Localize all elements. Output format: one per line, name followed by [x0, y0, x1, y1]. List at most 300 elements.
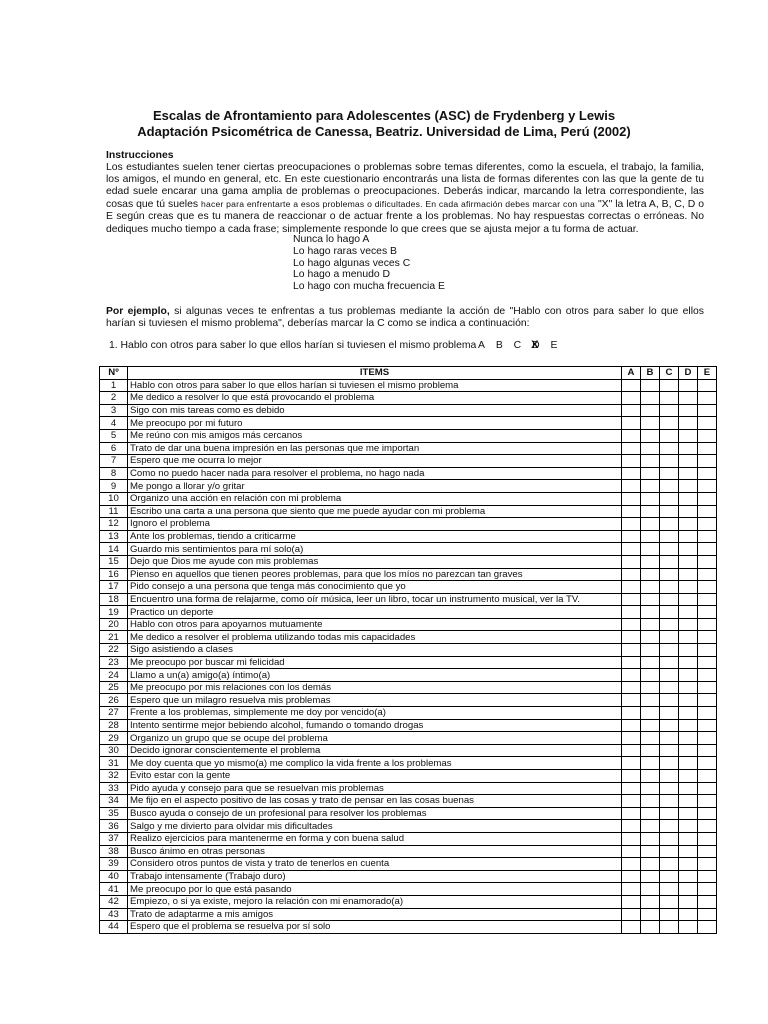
answer-cell-d[interactable] — [679, 770, 698, 783]
answer-cell-d[interactable] — [679, 807, 698, 820]
answer-cell-a[interactable] — [622, 656, 641, 669]
answer-cell-b[interactable] — [641, 392, 660, 405]
item-text: Dejo que Dios me ayude con mis problemas — [128, 555, 622, 568]
scale-option: Nunca lo hago A — [293, 234, 370, 245]
item-number: 42 — [100, 895, 128, 908]
answer-cell-e[interactable] — [698, 442, 717, 455]
answer-cell-d[interactable] — [679, 392, 698, 405]
answer-cell-c[interactable] — [660, 606, 679, 619]
answer-cell-b[interactable] — [641, 555, 660, 568]
answer-cell-d[interactable] — [679, 618, 698, 631]
answer-cell-c[interactable] — [660, 505, 679, 518]
answer-cell-a[interactable] — [622, 757, 641, 770]
table-row — [100, 568, 717, 581]
answer-cell-b[interactable] — [641, 707, 660, 720]
answer-cell-e[interactable] — [698, 455, 717, 468]
answer-cell-d[interactable] — [679, 555, 698, 568]
answer-cell-d[interactable] — [679, 417, 698, 430]
answer-cell-d[interactable] — [679, 744, 698, 757]
answer-cell-e[interactable] — [698, 543, 717, 556]
item-text: Hablo con otros para saber lo que ellos harían si tuviesen el mismo problema — [128, 379, 622, 392]
answer-cell-e[interactable] — [698, 555, 717, 568]
item-text: Pido ayuda y consejo para que se resuelvan mis problemas — [128, 782, 622, 795]
answer-cell-b[interactable] — [641, 744, 660, 757]
answer-cell-d[interactable] — [679, 707, 698, 720]
answer-cell-a[interactable] — [622, 895, 641, 908]
item-number: 38 — [100, 845, 128, 858]
answer-cell-d[interactable] — [679, 820, 698, 833]
answer-cell-d[interactable] — [679, 505, 698, 518]
answer-cell-c[interactable] — [660, 404, 679, 417]
answer-cell-b[interactable] — [641, 807, 660, 820]
answer-cell-b[interactable] — [641, 480, 660, 493]
response-scale — [293, 234, 445, 293]
answer-cell-a[interactable] — [622, 631, 641, 644]
answer-cell-e[interactable] — [698, 795, 717, 808]
item-number: 33 — [100, 782, 128, 795]
answer-cell-b[interactable] — [641, 656, 660, 669]
answer-cell-c[interactable] — [660, 631, 679, 644]
item-text: Pido consejo a una persona que tenga más conocimiento que yo — [128, 581, 622, 594]
answer-cell-a[interactable] — [622, 744, 641, 757]
instructions-text: Los estudiantes suelen tener ciertas preocupaciones o problemas sobre temas diferentes, como la escuela, el trabajo, la familia, los amigos, el mundo en general, etc. En este cuestionario encontrarás una lista de formas diferentes con las que la gente de tu edad suele encarar una gama amplia de problemas o preocupaciones. Deberás indicar, marcando la letra correspondiente, las cosas que tú sueles — [106, 162, 704, 211]
answer-cell-a[interactable] — [622, 694, 641, 707]
answer-cell-e[interactable] — [698, 681, 717, 694]
item-number: 7 — [100, 455, 128, 468]
answer-cell-b[interactable] — [641, 795, 660, 808]
answer-cell-e[interactable] — [698, 417, 717, 430]
example-item: 1. Hablo con otros para saber lo que ellos harían si tuviesen el mismo problema — [109, 340, 477, 351]
answer-cell-b[interactable] — [641, 770, 660, 783]
answer-cell-d[interactable] — [679, 921, 698, 934]
answer-cell-e[interactable] — [698, 518, 717, 531]
item-text: Sigo asistiendo a clases — [128, 644, 622, 657]
item-text: Decido ignorar conscientemente el problema — [128, 744, 622, 757]
answer-cell-e[interactable] — [698, 832, 717, 845]
answer-cell-c[interactable] — [660, 480, 679, 493]
table-row — [100, 631, 717, 644]
answer-cell-c[interactable] — [660, 455, 679, 468]
item-number: 31 — [100, 757, 128, 770]
answer-cell-b[interactable] — [641, 429, 660, 442]
table-row — [100, 644, 717, 657]
answer-cell-b[interactable] — [641, 543, 660, 556]
answer-cell-d[interactable] — [679, 883, 698, 896]
answer-cell-a[interactable] — [622, 870, 641, 883]
table-row — [100, 593, 717, 606]
answer-cell-e[interactable] — [698, 530, 717, 543]
items-table — [99, 366, 717, 934]
answer-cell-c[interactable] — [660, 644, 679, 657]
answer-cell-d[interactable] — [679, 543, 698, 556]
table-row — [100, 795, 717, 808]
answer-cell-d[interactable] — [679, 845, 698, 858]
answer-cell-d[interactable] — [679, 404, 698, 417]
answer-cell-e[interactable] — [698, 581, 717, 594]
answer-cell-e[interactable] — [698, 631, 717, 644]
answer-cell-e[interactable] — [698, 644, 717, 657]
answer-cell-a[interactable] — [622, 883, 641, 896]
answer-cell-c[interactable] — [660, 417, 679, 430]
answer-cell-e[interactable] — [698, 480, 717, 493]
item-text: Practico un deporte — [128, 606, 622, 619]
answer-cell-a[interactable] — [622, 921, 641, 934]
answer-cell-a[interactable] — [622, 908, 641, 921]
answer-cell-e[interactable] — [698, 895, 717, 908]
item-number: 15 — [100, 555, 128, 568]
table-row — [100, 832, 717, 845]
answer-cell-a[interactable] — [622, 505, 641, 518]
answer-cell-d[interactable] — [679, 429, 698, 442]
answer-cell-b[interactable] — [641, 870, 660, 883]
answer-cell-d[interactable] — [679, 530, 698, 543]
answer-cell-c[interactable] — [660, 656, 679, 669]
answer-cell-c[interactable] — [660, 530, 679, 543]
item-text: Trato de adaptarme a mis amigos — [128, 908, 622, 921]
answer-cell-a[interactable] — [622, 719, 641, 732]
header-e: E — [698, 367, 717, 380]
answer-cell-a[interactable] — [622, 581, 641, 594]
answer-cell-a[interactable] — [622, 442, 641, 455]
table-row — [100, 417, 717, 430]
table-row — [100, 719, 717, 732]
answer-cell-a[interactable] — [622, 644, 641, 657]
answer-cell-b[interactable] — [641, 832, 660, 845]
table-row — [100, 757, 717, 770]
answer-cell-e[interactable] — [698, 858, 717, 871]
item-number: 2 — [100, 392, 128, 405]
answer-cell-e[interactable] — [698, 593, 717, 606]
item-text: Pienso en aquellos que tienen peores problemas, para que los míos no parezcan tan graves — [128, 568, 622, 581]
answer-cell-e[interactable] — [698, 719, 717, 732]
answer-cell-c[interactable] — [660, 379, 679, 392]
item-number: 35 — [100, 807, 128, 820]
answer-cell-a[interactable] — [622, 858, 641, 871]
answer-cell-d[interactable] — [679, 593, 698, 606]
answer-cell-a[interactable] — [622, 518, 641, 531]
item-text: Ignoro el problema — [128, 518, 622, 531]
answer-cell-b[interactable] — [641, 631, 660, 644]
answer-cell-c[interactable] — [660, 807, 679, 820]
answer-cell-c[interactable] — [660, 707, 679, 720]
answer-cell-a[interactable] — [622, 555, 641, 568]
item-number: 30 — [100, 744, 128, 757]
item-number: 26 — [100, 694, 128, 707]
answer-cell-b[interactable] — [641, 618, 660, 631]
answer-cell-d[interactable] — [679, 858, 698, 871]
answer-cell-e[interactable] — [698, 669, 717, 682]
item-number: 41 — [100, 883, 128, 896]
header-c: C — [660, 367, 679, 380]
answer-cell-d[interactable] — [679, 694, 698, 707]
answer-cell-e[interactable] — [698, 870, 717, 883]
answer-cell-c[interactable] — [660, 467, 679, 480]
table-row — [100, 455, 717, 468]
answer-cell-d[interactable] — [679, 719, 698, 732]
answer-cell-b[interactable] — [641, 518, 660, 531]
answer-cell-c[interactable] — [660, 883, 679, 896]
answer-cell-c[interactable] — [660, 845, 679, 858]
answer-cell-b[interactable] — [641, 858, 660, 871]
item-number: 19 — [100, 606, 128, 619]
answer-cell-e[interactable] — [698, 656, 717, 669]
items-table-body — [100, 379, 717, 933]
answer-cell-c[interactable] — [660, 908, 679, 921]
answer-cell-d[interactable] — [679, 782, 698, 795]
answer-cell-a[interactable] — [622, 618, 641, 631]
answer-cell-d[interactable] — [679, 581, 698, 594]
answer-cell-c[interactable] — [660, 757, 679, 770]
answer-cell-b[interactable] — [641, 719, 660, 732]
answer-cell-e[interactable] — [698, 744, 717, 757]
answer-cell-b[interactable] — [641, 492, 660, 505]
answer-cell-c[interactable] — [660, 581, 679, 594]
answer-cell-a[interactable] — [622, 543, 641, 556]
answer-cell-c[interactable] — [660, 392, 679, 405]
answer-cell-c[interactable] — [660, 618, 679, 631]
answer-cell-c[interactable] — [660, 921, 679, 934]
answer-cell-a[interactable] — [622, 669, 641, 682]
answer-cell-a[interactable] — [622, 732, 641, 745]
table-row — [100, 530, 717, 543]
item-text: Espero que el problema se resuelva por sí solo — [128, 921, 622, 934]
answer-cell-c[interactable] — [660, 870, 679, 883]
table-row — [100, 669, 717, 682]
answer-cell-b[interactable] — [641, 404, 660, 417]
answer-cell-e[interactable] — [698, 606, 717, 619]
answer-cell-e[interactable] — [698, 568, 717, 581]
answer-cell-e[interactable] — [698, 807, 717, 820]
answer-cell-e[interactable] — [698, 921, 717, 934]
answer-cell-d[interactable] — [679, 870, 698, 883]
item-text: Me reúno con mis amigos más cercanos — [128, 429, 622, 442]
table-row — [100, 505, 717, 518]
answer-cell-b[interactable] — [641, 782, 660, 795]
table-row — [100, 908, 717, 921]
answer-cell-c[interactable] — [660, 543, 679, 556]
answer-cell-c[interactable] — [660, 820, 679, 833]
answer-cell-b[interactable] — [641, 417, 660, 430]
answer-cell-a[interactable] — [622, 795, 641, 808]
answer-cell-d[interactable] — [679, 644, 698, 657]
answer-cell-e[interactable] — [698, 845, 717, 858]
answer-cell-c[interactable] — [660, 719, 679, 732]
answer-cell-b[interactable] — [641, 921, 660, 934]
answer-cell-a[interactable] — [622, 820, 641, 833]
item-number: 4 — [100, 417, 128, 430]
answer-cell-d[interactable] — [679, 656, 698, 669]
answer-cell-d[interactable] — [679, 606, 698, 619]
answer-cell-c[interactable] — [660, 732, 679, 745]
table-row — [100, 555, 717, 568]
answer-cell-d[interactable] — [679, 480, 698, 493]
answer-cell-a[interactable] — [622, 593, 641, 606]
table-row — [100, 618, 717, 631]
answer-cell-b[interactable] — [641, 568, 660, 581]
answer-cell-e[interactable] — [698, 467, 717, 480]
answer-cell-c[interactable] — [660, 681, 679, 694]
example-label: Por ejemplo, — [106, 306, 170, 317]
answer-cell-e[interactable] — [698, 429, 717, 442]
item-text: Me preocupo por mis relaciones con los demás — [128, 681, 622, 694]
answer-cell-b[interactable] — [641, 581, 660, 594]
answer-cell-c[interactable] — [660, 429, 679, 442]
table-row — [100, 467, 717, 480]
answer-cell-b[interactable] — [641, 908, 660, 921]
answer-cell-d[interactable] — [679, 518, 698, 531]
instructions-text-condensed: hacer para enfrentarte a esos problemas o dificultades. En cada afirmación debes marcar con una — [201, 199, 596, 210]
answer-cell-a[interactable] — [622, 455, 641, 468]
answer-cell-a[interactable] — [622, 807, 641, 820]
item-text: Salgo y me divierto para olvidar mis dificultades — [128, 820, 622, 833]
item-number: 32 — [100, 770, 128, 783]
answer-cell-e[interactable] — [698, 492, 717, 505]
answer-cell-b[interactable] — [641, 681, 660, 694]
answer-cell-b[interactable] — [641, 895, 660, 908]
answer-cell-c[interactable] — [660, 770, 679, 783]
answer-cell-a[interactable] — [622, 782, 641, 795]
answer-cell-e[interactable] — [698, 782, 717, 795]
example-option-c: C — [513, 340, 522, 351]
answer-cell-a[interactable] — [622, 707, 641, 720]
item-text: Guardo mis sentimientos para mí solo(a) — [128, 543, 622, 556]
table-row — [100, 744, 717, 757]
answer-cell-d[interactable] — [679, 467, 698, 480]
table-row — [100, 895, 717, 908]
answer-cell-b[interactable] — [641, 845, 660, 858]
answer-cell-a[interactable] — [622, 681, 641, 694]
answer-cell-e[interactable] — [698, 505, 717, 518]
answer-cell-e[interactable] — [698, 707, 717, 720]
answer-cell-d[interactable] — [679, 681, 698, 694]
answer-cell-b[interactable] — [641, 530, 660, 543]
answer-cell-a[interactable] — [622, 845, 641, 858]
answer-cell-c[interactable] — [660, 568, 679, 581]
answer-cell-d[interactable] — [679, 832, 698, 845]
table-row — [100, 770, 717, 783]
answer-cell-b[interactable] — [641, 757, 660, 770]
answer-cell-b[interactable] — [641, 593, 660, 606]
answer-cell-c[interactable] — [660, 694, 679, 707]
scale-option: Lo hago con mucha frecuencia E — [293, 281, 445, 293]
answer-cell-e[interactable] — [698, 770, 717, 783]
answer-cell-a[interactable] — [622, 530, 641, 543]
answer-cell-a[interactable] — [622, 770, 641, 783]
example-options — [478, 340, 565, 351]
answer-cell-e[interactable] — [698, 379, 717, 392]
answer-cell-c[interactable] — [660, 492, 679, 505]
answer-cell-b[interactable] — [641, 820, 660, 833]
item-number: 12 — [100, 518, 128, 531]
answer-cell-b[interactable] — [641, 455, 660, 468]
answer-cell-c[interactable] — [660, 795, 679, 808]
table-row — [100, 858, 717, 871]
answer-cell-c[interactable] — [660, 744, 679, 757]
answer-cell-e[interactable] — [698, 392, 717, 405]
item-number: 11 — [100, 505, 128, 518]
answer-cell-b[interactable] — [641, 505, 660, 518]
answer-cell-c[interactable] — [660, 832, 679, 845]
table-row — [100, 921, 717, 934]
answer-cell-b[interactable] — [641, 379, 660, 392]
answer-cell-a[interactable] — [622, 832, 641, 845]
answer-cell-b[interactable] — [641, 883, 660, 896]
answer-cell-a[interactable] — [622, 379, 641, 392]
answer-cell-e[interactable] — [698, 757, 717, 770]
answer-cell-a[interactable] — [622, 429, 641, 442]
answer-cell-b[interactable] — [641, 606, 660, 619]
answer-cell-e[interactable] — [698, 404, 717, 417]
example-option-d-marked: X D — [532, 340, 540, 351]
answer-cell-a[interactable] — [622, 404, 641, 417]
item-text: Escribo una carta a una persona que siento que me puede ayudar con mi problema — [128, 505, 622, 518]
answer-cell-d[interactable] — [679, 908, 698, 921]
answer-cell-c[interactable] — [660, 895, 679, 908]
item-text: Trabajo intensamente (Trabajo duro) — [128, 870, 622, 883]
answer-cell-a[interactable] — [622, 467, 641, 480]
item-number: 22 — [100, 644, 128, 657]
answer-cell-c[interactable] — [660, 669, 679, 682]
answer-cell-e[interactable] — [698, 732, 717, 745]
answer-cell-c[interactable] — [660, 858, 679, 871]
document-subtitle: Adaptación Psicométrica de Canessa, Beatriz. Universidad de Lima, Perú (2002) — [137, 124, 631, 139]
answer-cell-a[interactable] — [622, 392, 641, 405]
answer-cell-a[interactable] — [622, 417, 641, 430]
answer-cell-d[interactable] — [679, 732, 698, 745]
answer-cell-e[interactable] — [698, 820, 717, 833]
answer-cell-d[interactable] — [679, 379, 698, 392]
header-d: D — [679, 367, 698, 380]
answer-cell-d[interactable] — [679, 895, 698, 908]
answer-cell-e[interactable] — [698, 618, 717, 631]
answer-cell-d[interactable] — [679, 492, 698, 505]
table-row — [100, 870, 717, 883]
answer-cell-d[interactable] — [679, 442, 698, 455]
answer-cell-c[interactable] — [660, 555, 679, 568]
answer-cell-a[interactable] — [622, 480, 641, 493]
answer-cell-a[interactable] — [622, 492, 641, 505]
item-text: Intento sentirme mejor bebiendo alcohol, fumando o tomando drogas — [128, 719, 622, 732]
answer-cell-d[interactable] — [679, 757, 698, 770]
answer-cell-d[interactable] — [679, 568, 698, 581]
answer-cell-b[interactable] — [641, 442, 660, 455]
answer-cell-b[interactable] — [641, 467, 660, 480]
answer-cell-c[interactable] — [660, 442, 679, 455]
answer-cell-b[interactable] — [641, 669, 660, 682]
item-text: Me dedico a resolver lo que está provocando el problema — [128, 392, 622, 405]
table-row — [100, 782, 717, 795]
answer-cell-d[interactable] — [679, 669, 698, 682]
answer-cell-b[interactable] — [641, 694, 660, 707]
answer-cell-c[interactable] — [660, 782, 679, 795]
item-number: 43 — [100, 908, 128, 921]
answer-cell-e[interactable] — [698, 694, 717, 707]
answer-cell-d[interactable] — [679, 631, 698, 644]
item-text: Espero que me ocurra lo mejor — [128, 455, 622, 468]
answer-cell-c[interactable] — [660, 518, 679, 531]
answer-cell-b[interactable] — [641, 732, 660, 745]
answer-cell-d[interactable] — [679, 455, 698, 468]
answer-cell-c[interactable] — [660, 593, 679, 606]
answer-cell-a[interactable] — [622, 606, 641, 619]
item-text: Trato de dar una buena impresión en las personas que me importan — [128, 442, 622, 455]
answer-cell-b[interactable] — [641, 644, 660, 657]
answer-cell-e[interactable] — [698, 908, 717, 921]
answer-cell-d[interactable] — [679, 795, 698, 808]
item-text: Considero otros puntos de vista y trato de tenerlos en cuenta — [128, 858, 622, 871]
answer-cell-e[interactable] — [698, 883, 717, 896]
answer-cell-a[interactable] — [622, 568, 641, 581]
